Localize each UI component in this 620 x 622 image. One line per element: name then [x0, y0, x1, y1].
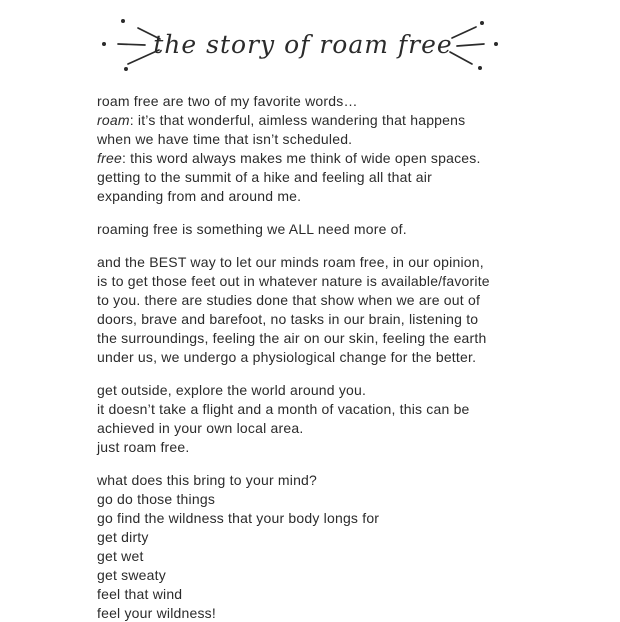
text-line: what does this bring to your mind?	[97, 472, 318, 488]
text-line: and the BEST way to let our minds roam free, in our opinion,	[97, 254, 484, 270]
text-line: achieved in your own local area.	[97, 420, 304, 436]
text-line: get wet	[97, 548, 144, 564]
paragraph	[97, 220, 565, 239]
text-line: is to get those feet out in whatever nature is available/favorite	[97, 273, 490, 289]
text-line: getting to the summit of a hike and feeling all that air	[97, 169, 432, 185]
paragraph	[97, 381, 565, 457]
text-line: just roam free.	[97, 439, 190, 455]
paragraph	[97, 92, 565, 206]
text-line: go find the wildness that your body longs for	[97, 510, 380, 526]
text-line: the surroundings, feeling the air on our skin, feeling the earth	[97, 330, 487, 346]
text-line: go do those things	[97, 491, 216, 507]
text-line: when we have time that isn’t scheduled.	[97, 131, 353, 147]
page-title: the story of roam free	[153, 30, 453, 59]
text-line: feel that wind	[97, 586, 183, 602]
body-text	[0, 84, 620, 622]
right-burst-ornament	[450, 21, 498, 70]
text-line: to you. there are studies done that show when we are out of	[97, 292, 481, 308]
left-burst-ornament	[102, 19, 160, 71]
paragraph	[97, 471, 565, 622]
text-line: under us, we undergo a physiological change for the better.	[97, 349, 477, 365]
text-line: roam free are two of my favorite words…	[97, 93, 358, 109]
text-line: roam: it’s that wonderful, aimless wandering that happens	[97, 112, 466, 128]
text-line: get dirty	[97, 529, 149, 545]
text-line: free: this word always makes me think of wide open spaces.	[97, 150, 481, 166]
text-line: expanding from and around me.	[97, 188, 302, 204]
paragraph	[97, 253, 565, 367]
text-line: roaming free is something we ALL need more of.	[97, 221, 407, 237]
title-header	[0, 0, 620, 84]
text-line: feel your wildness!	[97, 605, 216, 621]
title-banner	[0, 0, 620, 84]
text-line: get sweaty	[97, 567, 166, 583]
text-line: it doesn’t take a flight and a month of vacation, this can be	[97, 401, 470, 417]
text-line: doors, brave and barefoot, no tasks in our brain, listening to	[97, 311, 479, 327]
text-line: get outside, explore the world around you.	[97, 382, 367, 398]
